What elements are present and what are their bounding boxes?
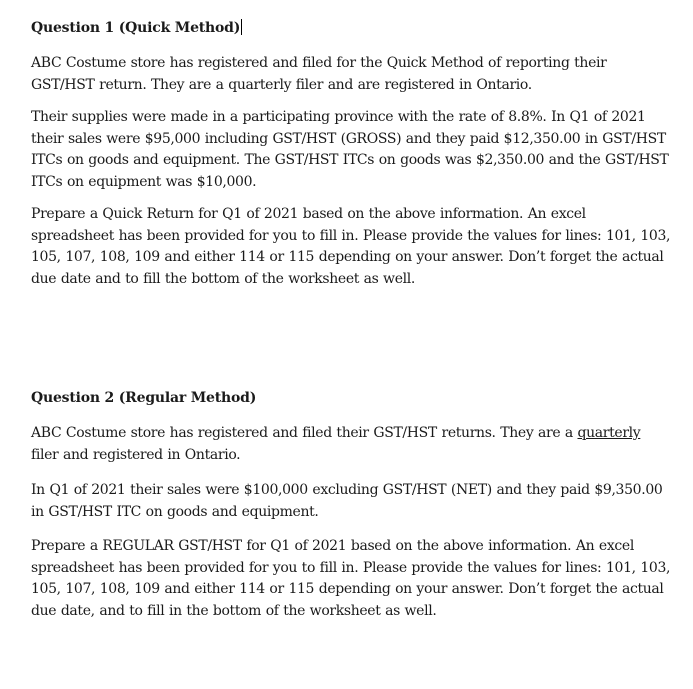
text-cursor [241, 19, 242, 35]
question-2-heading: Question 2 (Regular Method) [31, 390, 257, 406]
document-page [31, 18, 671, 619]
question-2-paragraph-3: Prepare a REGULAR GST/HST for Q1 of 2021 based on the above information. An excel spreadsheet has been provided for you to fill in. Please provide the values for lines: 101, 103, 105, 107, 108, 109 and either 114 or 115 depending on your answer. Don’t forget the actual due date, and to fill in the bottom of the worksheet as well. [31, 538, 671, 619]
question-1-title: Question 1 (Quick Method) [31, 20, 241, 36]
question-2-paragraph-1 [31, 423, 671, 466]
question-2-p1-text-start: ABC Costume store has registered and filed their GST/HST returns. They are a [31, 425, 578, 441]
question-1-paragraph-2: Their supplies were made in a participating province with the rate of 8.8%. In Q1 of 2021 their sales were $95,000 including GST/HST (GROSS) and they paid $12,350.00 in GST/HST ITCs on goods and equipment. The GST/HST ITCs on goods was $2,350.00 and the GST/HST ITCs on equipment was $10,000. [31, 109, 669, 190]
question-1-heading [31, 18, 671, 38]
question-1-paragraph-3: Prepare a Quick Return for Q1 of 2021 based on the above information. An excel spreadsheet has been provided for you to fill in. Please provide the values for lines: 101, 103, 105, 107, 108, 109 and either 114 or 115 depending on your answer. Don’t forget the actual due date and to fill the bottom of the worksheet as well. [31, 206, 671, 287]
question-2-paragraph-2: In Q1 of 2021 their sales were $100,000 excluding GST/HST (NET) and they paid $9,350.00 in GST/HST ITC on goods and equipment. [31, 482, 663, 520]
quarterly-underlined: quarterly [577, 425, 641, 441]
question-2-p1-text-end: filer and registered in Ontario. [31, 446, 241, 463]
question-1-paragraph-1: ABC Costume store has registered and filed for the Quick Method of reporting their GST/HST return. They are a quarterly filer and are registered in Ontario. [31, 55, 607, 93]
